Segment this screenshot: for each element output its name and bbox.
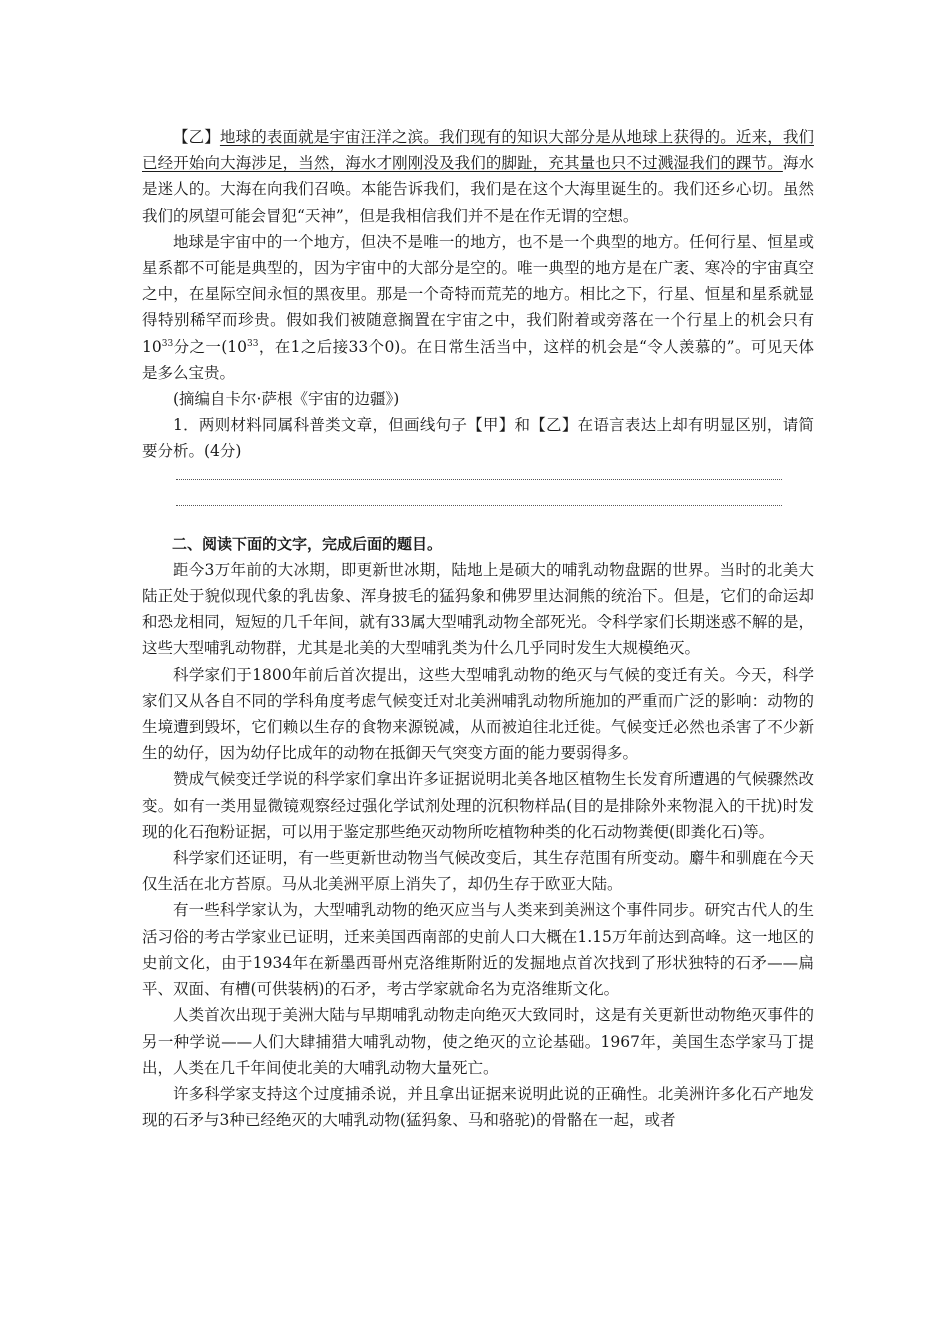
answer-line[interactable]	[176, 505, 782, 506]
section-2-paragraph: 科学家们还证明，有一些更新世动物当气候改变后，其生存范围有所变动。麝牛和驯鹿在今天仅生活在北方苔原。马从北美洲平原上消失了，却仍生存于欧亚大陆。	[142, 849, 814, 894]
passage-yi-paragraph-2: 地球是宇宙中的一个地方，但决不是唯一的地方，也不是一个典型的地方。任何行星、恒星或星系都不可能是典型的，因为宇宙中的大部分是空的。唯一典型的地方是在广袤、寒冷的宇宙真空之中，在星际空间永恒的黑夜里。那是一个奇特而荒芜的地方。相比之下，行星、恒星和星系就显得特别稀罕而珍贵。假如我们被随意搁置在宇宙之中，我们附着或旁落在一个行星上的机会只有$10^{33}$分之一($10^{33}$，在1之后接33个0)。在日常生活当中，这样的机会是“令人羡慕的”。可见天体是多么宝贵。	[142, 232, 814, 382]
passage-yi-text: 海水是迷人的。大海在向我们召唤。本能告诉我们，我们是在这个大海里诞生的。我们还乡心切。虽然我们的夙望可能会冒犯“天神”，但是我相信我们并不是在作无谓的空想。	[142, 154, 814, 225]
section-2-paragraph: 许多科学家支持这个过度捕杀说，并且拿出证据来说明此说的正确性。北美洲许多化石产地发现的石矛与3种已经绝灭的大哺乳动物(猛犸象、马和骆驼)的骨骼在一起，或者	[142, 1084, 814, 1130]
section-2-paragraph: 距今3万年前的大冰期，即更新世冰期，陆地上是硕大的哺乳动物盘踞的世界。当时的北美大陆正处于貌似现代象的乳齿象、浑身披毛的猛犸象和佛罗里达洞熊的统治下。但是，它们的命运却和恐龙相同，短短的几千年间，就有33属大型哺乳动物全部死光。令科学家们长期迷惑不解的是，这些大型哺乳动物群，尤其是北美的大型哺乳类为什么几乎同时发生大规模绝灭。	[142, 560, 814, 658]
section-2-paragraph: 人类首次出现于美洲大陆与早期哺乳动物走向绝灭大致同时，这是有关更新世动物绝灭事件的另一种学说——人们大肆捕猎大哺乳动物，使之绝灭的立论基础。1967年，美国生态学家马丁提出，人类在几千年间使北美的大哺乳动物大量死亡。	[142, 1006, 814, 1077]
underlined-sentence-yi: 地球的表面就是宇宙汪洋之滨。我们现有的知识大部分是从地球上获得的。近来，我们已经开始向大海涉足，当然，海水才刚刚没及我们的脚趾，充其量也只不过溅湿我们的踝节。	[142, 128, 814, 173]
document-body	[142, 124, 814, 1133]
answer-line[interactable]	[176, 479, 782, 480]
source-citation: (摘编自卡尔·萨根《宇宙的边疆》)	[173, 390, 400, 409]
passage-yi-paragraph-1	[142, 124, 814, 229]
section-2-paragraph: 有一些科学家认为，大型哺乳动物的绝灭应当与人类来到美洲这个事件同步。研究古代人的生活习俗的考古学家业已证明，迁来美国西南部的史前人口大概在1.15万年前达到高峰。这一地区的史前文化，由于1934年在新墨西哥州克洛维斯附近的发掘地点首次找到了形状独特的石矛——扁平、双面、有槽(可供装柄)的石矛，考古学家就命名为克洛维斯文化。	[142, 901, 814, 999]
answer-area[interactable]	[176, 479, 814, 506]
exponent: 33	[161, 338, 174, 349]
passage-yi-label: 【乙】	[173, 128, 220, 146]
exponent: 33	[246, 338, 259, 349]
section-2-heading: 二、阅读下面的文字，完成后面的题目。	[172, 534, 443, 553]
section-2-paragraph: 赞成气候变迁学说的科学家们拿出许多证据说明北美各地区植物生长发育所遭遇的气候骤然改变。如有一类用显微镜观察经过强化学试剂处理的沉积物样品(目的是排除外来物混入的干扰)时发现的化石孢粉证据，可以用于鉴定那些绝灭动物所吃植物种类的化石动物粪便(即粪化石)等。	[142, 770, 814, 841]
section-2-paragraph: 科学家们于1800年前后首次提出，这些大型哺乳动物的绝灭与气候的变迁有关。今天，科学家们又从各自不同的学科角度考虑气候变迁对北美洲哺乳动物所施加的严重而广泛的影响：动物的生境遭到毁坏，它们赖以生存的食物来源锐减，从而被迫往北迁徙。气候变迁必然也杀害了不少新生的幼仔，因为幼仔比成年的动物在抵御天气突变方面的能力要弱得多。	[142, 665, 814, 763]
question-1: 1．两则材料同属科普类文章，但画线句子【甲】和【乙】在语言表达上却有明显区别，请简要分析。(4分)	[142, 416, 814, 461]
